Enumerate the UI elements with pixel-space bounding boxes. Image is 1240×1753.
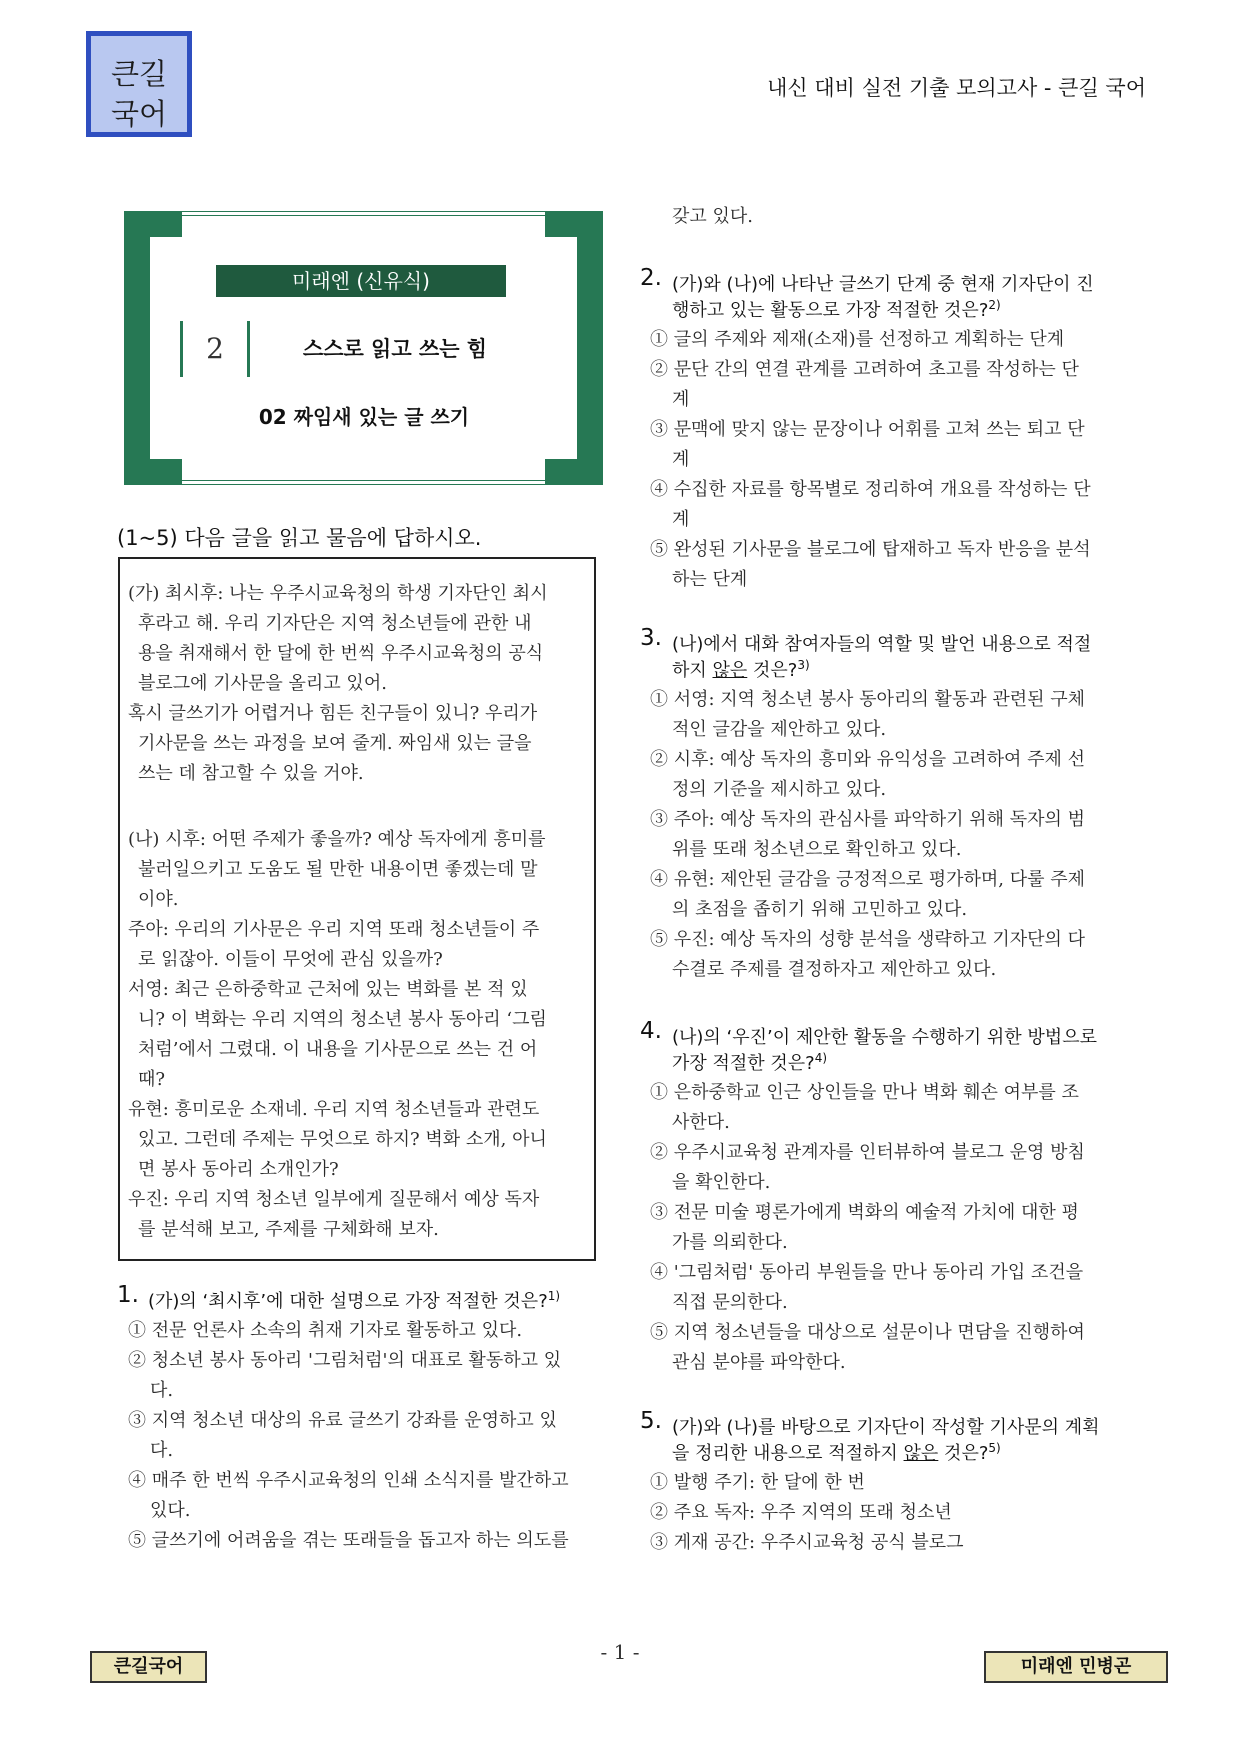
question-4-option: ③ 전문 미술 평론가에게 벽화의 예술적 가치에 대한 평	[650, 1202, 1079, 1223]
title-box-corner	[150, 211, 182, 237]
question-2-stem: (가)와 (나)에 나타난 글쓰기 단계 중 현재 기자단이 진	[672, 274, 1094, 295]
question-3-option: 적인 글감을 제안하고 있다.	[672, 719, 887, 740]
page-number: - 1 -	[600, 1640, 640, 1664]
passage-line: (나) 시후: 어떤 주제가 좋을까? 예상 독자에게 흥미를	[128, 829, 546, 850]
question-2-number: 2.	[640, 265, 662, 291]
question-1-stem: (가)의 ‘최시후’에 대한 설명으로 가장 적절한 것은?$^{1)}$	[148, 1289, 561, 1312]
question-2-option: ⑤ 완성된 기사문을 블로그에 탑재하고 독자 반응을 분석	[650, 539, 1091, 560]
title-box-corner	[545, 459, 577, 485]
question-3-option: ③ 주아: 예상 독자의 관심사를 파악하기 위해 독자의 범	[650, 809, 1085, 830]
question-3-stem: 하지 않은 것은?$^{3)}$	[672, 658, 810, 681]
question-3-option: 수결로 주제를 결정하자고 제안하고 있다.	[672, 959, 997, 980]
passage-line: 용을 취재해서 한 달에 한 번씩 우주시교육청의 공식	[138, 643, 544, 664]
logo-line-2: 국어	[110, 97, 168, 131]
passage-line: 니? 이 벽화는 우리 지역의 청소년 봉사 동아리 ‘그림	[138, 1009, 547, 1030]
question-4-stem: (나)의 ‘우진’이 제안한 활동을 수행하기 위한 방법으로	[672, 1027, 1097, 1048]
question-1-option: 다.	[150, 1380, 174, 1401]
title-box-bar-right	[577, 211, 603, 485]
question-3-option: 의 초점을 좁히기 위해 고민하고 있다.	[672, 899, 968, 920]
question-1-option: ⑤ 글쓰기에 어려움을 겪는 또래들을 돕고자 하는 의도를	[128, 1530, 569, 1551]
question-2-option: 하는 단계	[672, 569, 748, 590]
unit-title: 스스로 읽고 쓰는 힘	[302, 337, 488, 361]
question-1-option: ② 청소년 봉사 동아리 '그림처럼'의 대표로 활동하고 있	[128, 1350, 562, 1371]
passage-line: 때?	[138, 1069, 166, 1090]
question-1-option: 있다.	[150, 1500, 191, 1521]
passage-line: 로 읽잖아. 이들이 무엇에 관심 있을까?	[138, 949, 443, 970]
question-1-option: ④ 매주 한 번씩 우주시교육청의 인쇄 소식지를 발간하고	[128, 1470, 569, 1491]
question-5-option: ③ 게재 공간: 우주시교육청 공식 블로그	[650, 1532, 964, 1553]
passage-line: 불러일으키고 도움도 될 만한 내용이면 좋겠는데 말	[138, 859, 538, 880]
passage-line: 처럼’에서 그렸대. 이 내용을 기사문으로 쓰는 건 어	[138, 1039, 538, 1060]
lesson-title: 02 짜임새 있는 글 쓰기	[258, 405, 470, 429]
question-2-option: ④ 수집한 자료를 항목별로 정리하여 개요를 작성하는 단	[650, 479, 1091, 500]
question-3-option: ① 서영: 지역 청소년 봉사 동아리의 활동과 관련된 구체	[650, 689, 1085, 710]
question-3-option: ⑤ 우진: 예상 독자의 성향 분석을 생략하고 기자단의 다	[650, 929, 1085, 950]
question-2-option: 계	[672, 389, 690, 410]
question-2-option: 계	[672, 449, 690, 470]
question-4-option: 직접 문의한다.	[672, 1292, 788, 1313]
passage-line: 서영: 최근 은하중학교 근처에 있는 벽화를 본 적 있	[128, 979, 528, 1000]
question-3-option: 정의 기준을 제시하고 있다.	[672, 779, 887, 800]
question-3-option: ② 시후: 예상 독자의 흥미와 유익성을 고려하여 주제 선	[650, 749, 1085, 770]
question-3-number: 3.	[640, 625, 662, 651]
question-1-option: ③ 지역 청소년 대상의 유료 글쓰기 강좌를 운영하고 있	[128, 1410, 557, 1431]
passage-line: (가) 최시후: 나는 우주시교육청의 학생 기자단인 최시	[128, 583, 548, 604]
footer-brand-label: 큰길국어	[90, 1651, 207, 1683]
question-1-number: 1.	[117, 1282, 139, 1308]
question-2-option: ① 글의 주제와 제재(소재)를 선정하고 계획하는 단계	[650, 329, 1065, 350]
question-4-option: 관심 분야를 파악한다.	[672, 1352, 846, 1373]
question-5-stem: (가)와 (나)를 바탕으로 기자단이 작성할 기사문의 계획	[672, 1417, 1100, 1438]
question-3-option: ④ 유현: 제안된 글감을 긍정적으로 평가하며, 다룰 주제	[650, 869, 1085, 890]
passage-line: 후라고 해. 우리 기자단은 지역 청소년들에 관한 내	[138, 613, 532, 634]
passage-line: 블로그에 기사문을 올리고 있어.	[138, 673, 387, 694]
question-2-option: 계	[672, 509, 690, 530]
question-1-option: ① 전문 언론사 소속의 취재 기자로 활동하고 있다.	[128, 1320, 523, 1341]
title-box-rule	[182, 211, 545, 212]
passage-box	[118, 557, 596, 1261]
publisher-banner: 미래엔 (신유식)	[216, 265, 506, 297]
title-box-corner	[545, 211, 577, 237]
passage-line: 를 분석해 보고, 주제를 구체화해 보자.	[138, 1219, 439, 1240]
title-box-bar-left	[124, 211, 150, 485]
question-1-option: 갖고 있다.	[672, 206, 753, 227]
title-box-rule	[182, 480, 545, 481]
question-2-stem: 행하고 있는 활동으로 가장 적절한 것은?$^{2)}$	[672, 298, 1001, 321]
question-4-option: ⑤ 지역 청소년들을 대상으로 설문이나 면담을 진행하여	[650, 1322, 1085, 1343]
question-4-option: ② 우주시교육청 관계자를 인터뷰하여 블로그 운영 방침	[650, 1142, 1085, 1163]
question-2-option: ③ 문맥에 맞지 않는 문장이나 어휘를 고쳐 쓰는 퇴고 단	[650, 419, 1085, 440]
question-1-option: 다.	[150, 1440, 174, 1461]
passage-line: 있고. 그런데 주제는 무엇으로 하지? 벽화 소개, 아니	[138, 1129, 547, 1150]
question-5-option: ② 주요 독자: 우주 지역의 또래 청소년	[650, 1502, 952, 1523]
question-4-number: 4.	[640, 1018, 662, 1044]
question-5-number: 5.	[640, 1408, 662, 1434]
passage-line: 기사문을 쓰는 과정을 보여 줄게. 짜임새 있는 글을	[138, 733, 532, 754]
title-box-rule	[182, 484, 545, 485]
question-4-option: 을 확인한다.	[672, 1172, 771, 1193]
question-5-option: ① 발행 주기: 한 달에 한 번	[650, 1472, 865, 1493]
title-box-rule	[182, 215, 545, 216]
passage-line: 혹시 글쓰기가 어렵거나 힘든 친구들이 있니? 우리가	[128, 703, 538, 724]
footer-author-label: 미래엔 민병곤	[984, 1651, 1168, 1683]
logo-line-1: 큰길	[110, 57, 168, 91]
header-title: 내신 대비 실전 기출 모의고사 - 큰길 국어	[767, 76, 1146, 100]
title-box	[124, 211, 603, 485]
passage-line: 주아: 우리의 기사문은 우리 지역 또래 청소년들이 주	[128, 919, 540, 940]
passage-line: 우진: 우리 지역 청소년 일부에게 질문해서 예상 독자	[128, 1189, 540, 1210]
passage-line: 면 봉사 동아리 소개인가?	[138, 1159, 339, 1180]
question-4-option: 사한다.	[672, 1112, 730, 1133]
logo	[86, 31, 192, 137]
question-4-option: ① 은하중학교 인근 상인들을 만나 벽화 훼손 여부를 조	[650, 1082, 1079, 1103]
instruction: (1~5) 다음 글을 읽고 물음에 답하시오.	[117, 526, 482, 550]
passage-line: 이야.	[138, 889, 179, 910]
unit-number: 2	[180, 321, 250, 377]
question-5-stem: 을 정리한 내용으로 적절하지 않은 것은?$^{5)}$	[672, 1441, 1001, 1464]
question-2-option: ② 문단 간의 연결 관계를 고려하여 초고를 작성하는 단	[650, 359, 1079, 380]
passage-line: 쓰는 데 참고할 수 있을 거야.	[138, 763, 364, 784]
question-4-option: ④ '그림처럼' 동아리 부원들을 만나 동아리 가입 조건을	[650, 1262, 1084, 1283]
question-4-stem: 가장 적절한 것은?$^{4)}$	[672, 1051, 828, 1074]
question-3-option: 위를 또래 청소년으로 확인하고 있다.	[672, 839, 962, 860]
passage-line: 유현: 흥미로운 소재네. 우리 지역 청소년들과 관련도	[128, 1099, 540, 1120]
question-3-stem: (나)에서 대화 참여자들의 역할 및 발언 내용으로 적절	[672, 634, 1092, 655]
title-box-corner	[150, 459, 182, 485]
question-4-option: 가를 의뢰한다.	[672, 1232, 788, 1253]
